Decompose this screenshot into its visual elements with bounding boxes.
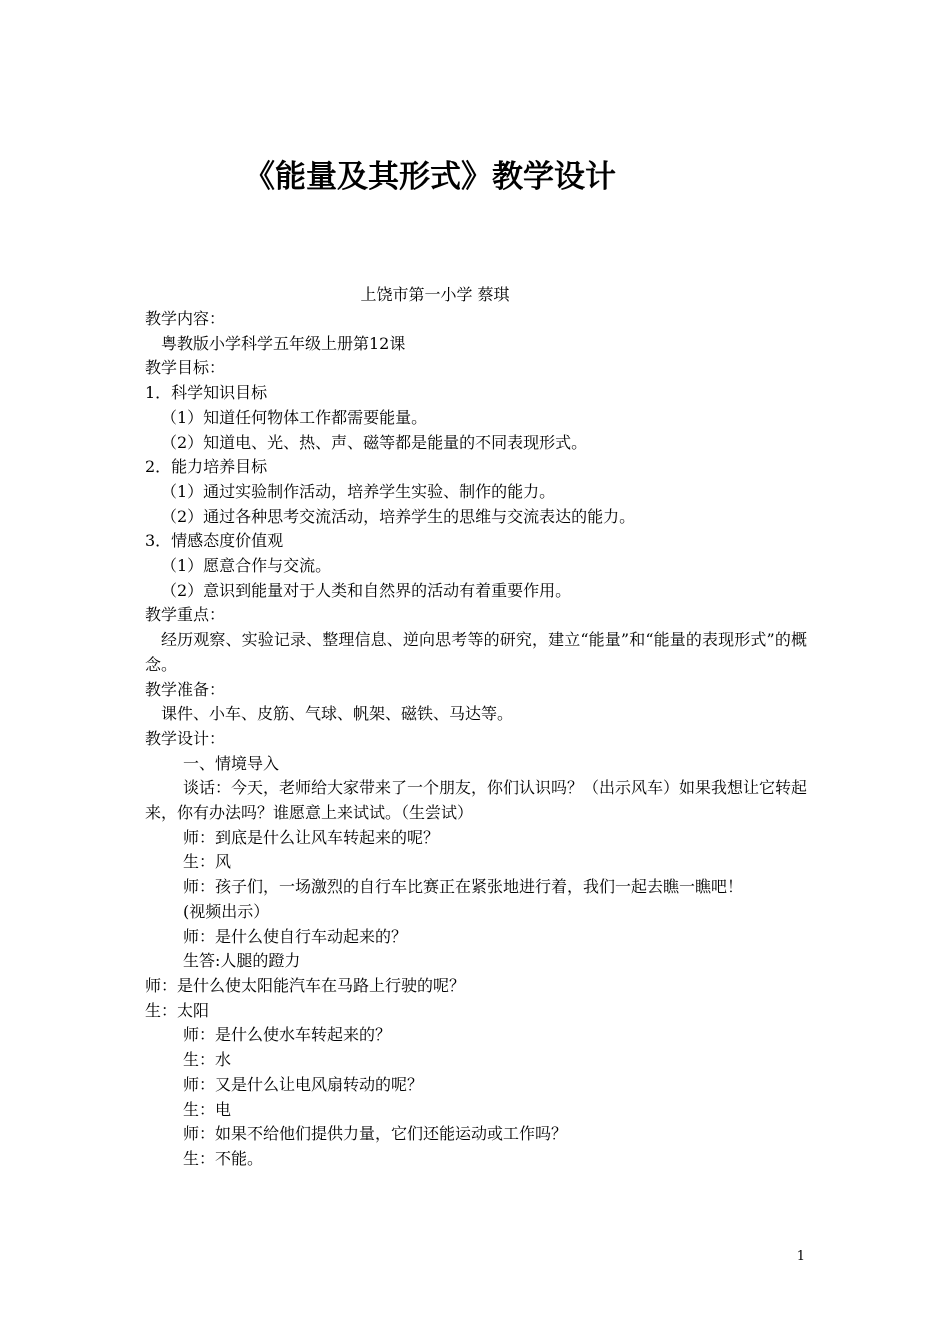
paragraph: 粤教版小学科学五年级上册第12课 — [161, 333, 406, 353]
paragraph: 师：又是什么让电风扇转动的呢？ — [183, 1074, 424, 1094]
paragraph: 师：如果不给他们提供力量，它们还能运动或工作吗？ — [183, 1124, 568, 1144]
paragraph: 1．科学知识目标 — [145, 383, 268, 403]
paragraph: 师：是什么使水车转起来的？ — [183, 1025, 392, 1045]
paragraph: 生：风 — [183, 852, 232, 872]
paragraph: 师：是什么使太阳能汽车在马路上行驶的呢？ — [145, 975, 466, 995]
paragraph: 师：是什么使自行车动起来的？ — [183, 926, 408, 946]
paragraph: 师：到底是什么让风车转起来的呢？ — [183, 827, 440, 847]
paragraph: （2）知道电、光、热、声、磁等都是能量的不同表现形式。 — [161, 432, 588, 452]
paragraph: 教学内容： — [145, 309, 226, 328]
paragraph: 生：水 — [183, 1050, 232, 1070]
paragraph: 谈话：今天，老师给大家带来了一个朋友，你们认识吗？（出示风车）如果我想让它转起来，你有办法吗？谁愿意上来试试。（生尝试） — [145, 778, 808, 823]
paragraph: （1）知道任何物体工作都需要能量。 — [161, 407, 428, 427]
paragraph: 生：电 — [183, 1099, 232, 1119]
paragraph: 生答:人腿的蹬力 — [183, 951, 301, 971]
paragraph: 3．情感态度价值观 — [145, 531, 284, 551]
paragraph: (视频出示） — [183, 901, 270, 921]
paragraph: （2）通过各种思考交流活动，培养学生的思维与交流表达的能力。 — [161, 506, 636, 526]
page-number: 1 — [796, 1249, 805, 1264]
paragraph: （2）意识到能量对于人类和自然界的活动有着重要作用。 — [161, 580, 572, 600]
document-body — [145, 307, 807, 1172]
paragraph: 课件、小车、皮筋、气球、帆架、磁铁、马达等。 — [161, 704, 514, 724]
document-title: 《能量及其形式》教学设计 — [244, 159, 616, 195]
paragraph: 生：太阳 — [145, 1000, 210, 1020]
paragraph: 教学目标： — [145, 358, 226, 378]
author-line: 上饶市第一小学 蔡琪 — [360, 285, 510, 304]
paragraph: 教学设计： — [145, 728, 226, 748]
paragraph: 教学准备： — [145, 679, 226, 699]
paragraph: 2．能力培养目标 — [145, 457, 268, 477]
paragraph: 经历观察、实验记录、整理信息、逆向思考等的研究，建立“能量”和“能量的表现形式”的概念。 — [145, 630, 807, 674]
paragraph: 生：不能。 — [183, 1148, 264, 1168]
paragraph: （1）愿意合作与交流。 — [161, 556, 332, 576]
paragraph: 教学重点： — [145, 605, 226, 625]
paragraph: （1）通过实验制作活动，培养学生实验、制作的能力。 — [161, 481, 556, 501]
paragraph: 师：孩子们，一场激烈的自行车比赛正在紧张地进行着，我们一起去瞧一瞧吧！ — [183, 877, 744, 897]
section-heading: 一、情境导入 — [183, 753, 280, 773]
